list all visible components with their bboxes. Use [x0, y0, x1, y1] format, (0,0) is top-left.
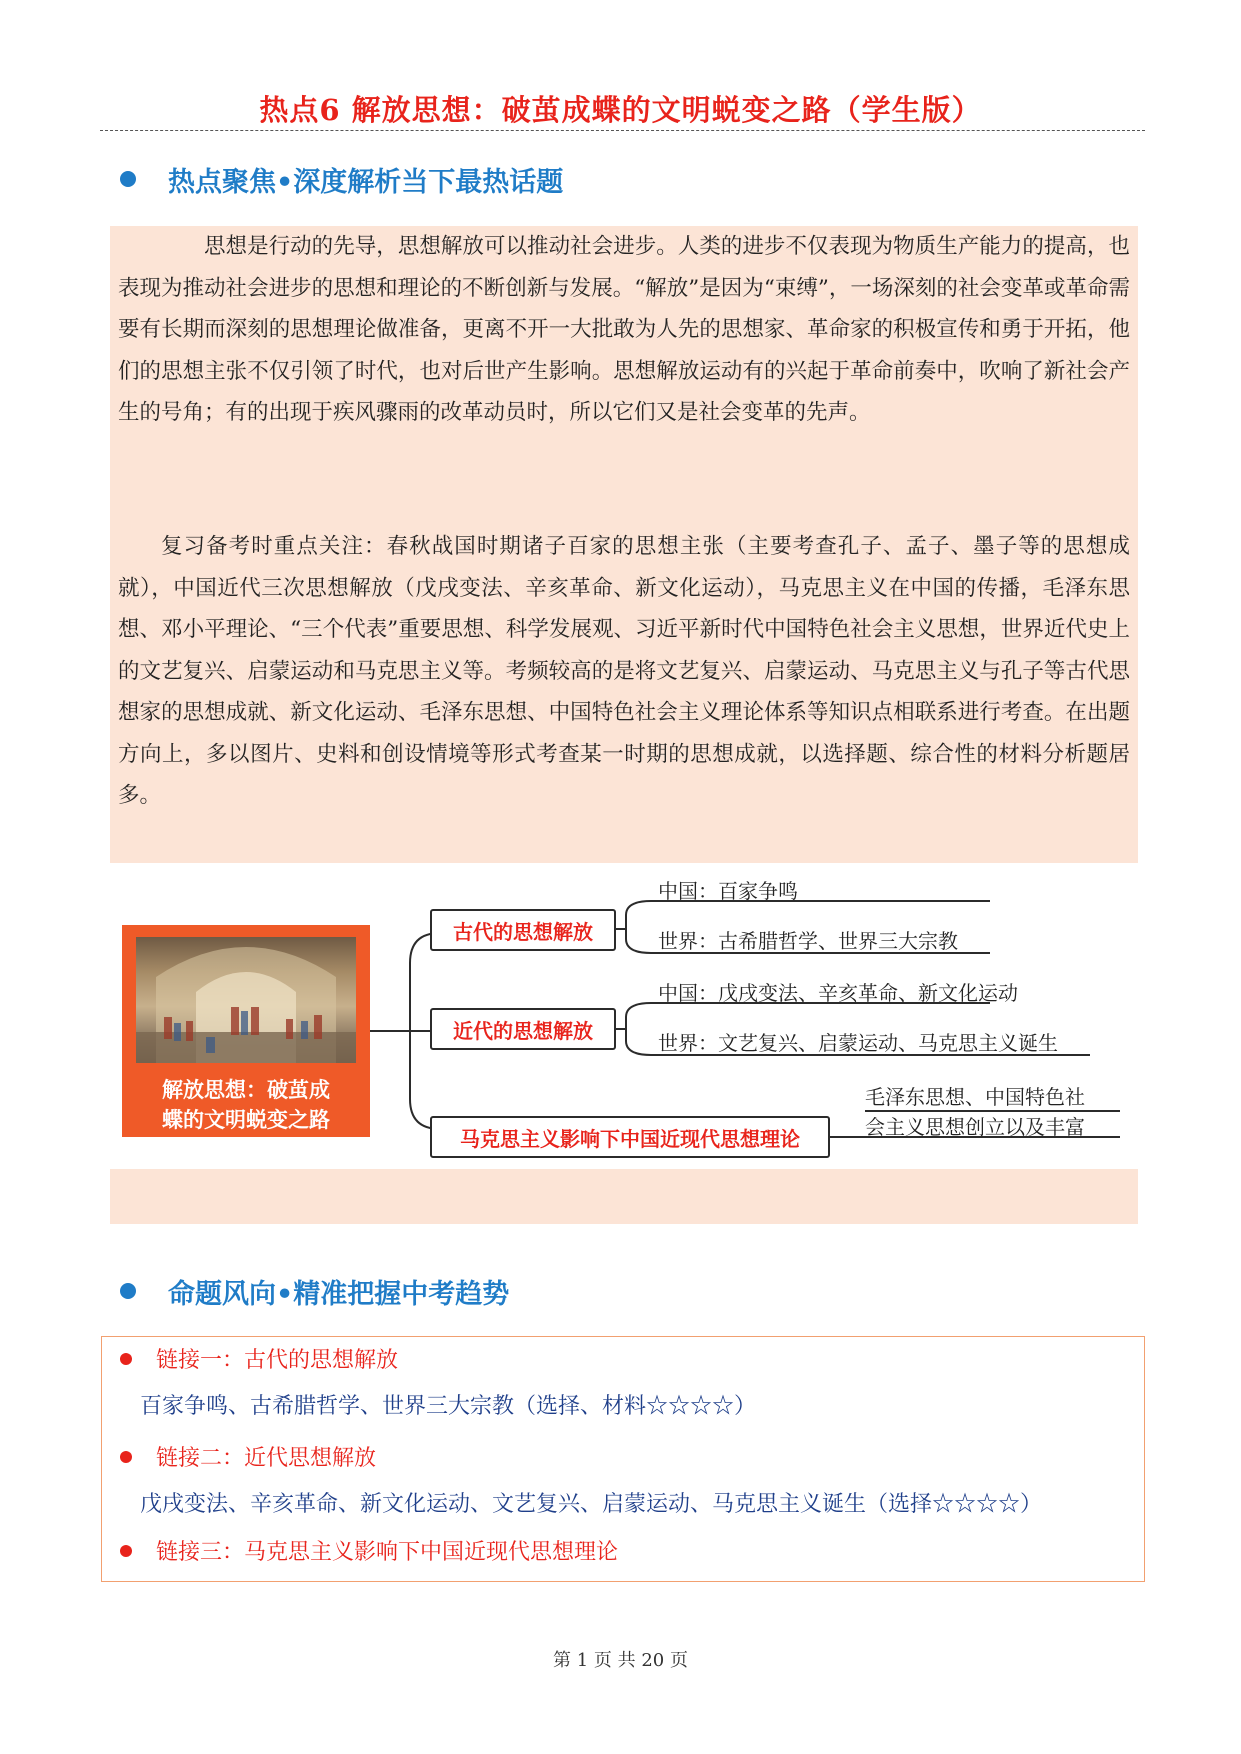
mind-map-leaf: 世界：文艺复兴、启蒙运动、马克思主义诞生 [658, 1031, 1058, 1055]
section-heading-trends [120, 1271, 509, 1311]
bullet-dot-icon [120, 171, 136, 187]
mind-map-branch-ancient: 古代的思想解放 [430, 909, 616, 951]
red-bullet-icon [120, 1353, 132, 1365]
mind-map-leaf: 毛泽东思想、中国特色社 [865, 1085, 1085, 1109]
focus-paragraph-1: 思想是行动的先导，思想解放可以推动社会进步。人类的进步不仅表现为物质生产能力的提高，也表现为推动社会进步的思想和理论的不断创新与发展。“解放”是因为“束缚”，一场深刻的社会变革或革命需要有长期而深刻的思想理论做准备，更离不开一大批敢为人先的思想家、革命家的积极宣传和勇于开拓，他们的思想主张不仅引领了时代，也对后世产生影响。思想解放运动有的兴起于革命前奏中，吹响了新社会产生的号角；有的出现于疾风骤雨的改革动员时，所以它们又是社会变革的先声。 [118, 234, 1130, 425]
title-divider [100, 130, 1145, 131]
mind-map-branch-modern: 近代的思想解放 [430, 1008, 616, 1050]
red-bullet-icon [120, 1451, 132, 1463]
section-heading-text: 命题风向•精准把握中考趋势 [168, 1278, 510, 1310]
trend-box [101, 1336, 1145, 1582]
fresco-thumbnail [136, 937, 356, 1063]
mind-map-root-label: 解放思想：破茧成 蝶的文明蜕变之路 [162, 1078, 330, 1132]
trend-detail-1: 百家争鸣、古希腊哲学、世界三大宗教（选择、材料☆☆☆☆） [140, 1394, 757, 1419]
mind-map-leaf: 会主义思想创立以及丰富 [865, 1115, 1085, 1139]
bullet-dot-icon [120, 1283, 136, 1299]
focus-content-box [110, 226, 1138, 1224]
trend-link-2: 链接二：近代思想解放 [102, 1441, 1142, 1477]
mind-map-leaf: 世界：古希腊哲学、世界三大宗教 [658, 929, 958, 953]
mind-map-leaf: 中国：百家争鸣 [658, 879, 798, 903]
focus-paragraph-2: 复习备考时重点关注：春秋战国时期诸子百家的思想主张（主要考查孔子、孟子、墨子等的思想成就），中国近代三次思想解放（戊戌变法、辛亥革命、新文化运动），马克思主义在中国的传播，毛泽东思想、邓小平理论、“三个代表”重要思想、科学发展观、习近平新时代中国特色社会主义思想，世界近代史上的文艺复兴、启蒙运动和马克思主义等。考频较高的是将文艺复兴、启蒙运动、马克思主义与孔子等古代思想家的思想成就、新文化运动、毛泽东思想、中国特色社会主义理论体系等知识点相联系进行考查。在出题方向上，多以图片、史料和创设情境等形式考查某一时期的思想成就，以选择题、综合性的材料分析题居多。 [118, 534, 1130, 808]
trend-link-1: 链接一：古代的思想解放 [102, 1343, 1142, 1379]
mind-map [110, 863, 1138, 1169]
mind-map-root-card [122, 925, 370, 1137]
section-heading-hot-focus [120, 159, 563, 199]
school-of-athens-image [136, 937, 356, 1063]
section-heading-text: 热点聚焦•深度解析当下最热话题 [168, 166, 564, 198]
trend-link-3: 链接三：马克思主义影响下中国近现代思想理论 [102, 1535, 1142, 1571]
page-footer: 第 1 页 共 20 页 [553, 1650, 688, 1671]
document-title: 热点6 解放思想：破茧成蝶的文明蜕变之路（学生版） [259, 93, 982, 127]
mind-map-leaf: 中国：戊戌变法、辛亥革命、新文化运动 [658, 981, 1018, 1005]
mind-map-branch-marxism: 马克思主义影响下中国近现代思想理论 [430, 1116, 830, 1158]
trend-detail-2: 戊戌变法、辛亥革命、新文化运动、文艺复兴、启蒙运动、马克思主义诞生（选择☆☆☆☆） [140, 1492, 1043, 1517]
red-bullet-icon [120, 1545, 132, 1557]
